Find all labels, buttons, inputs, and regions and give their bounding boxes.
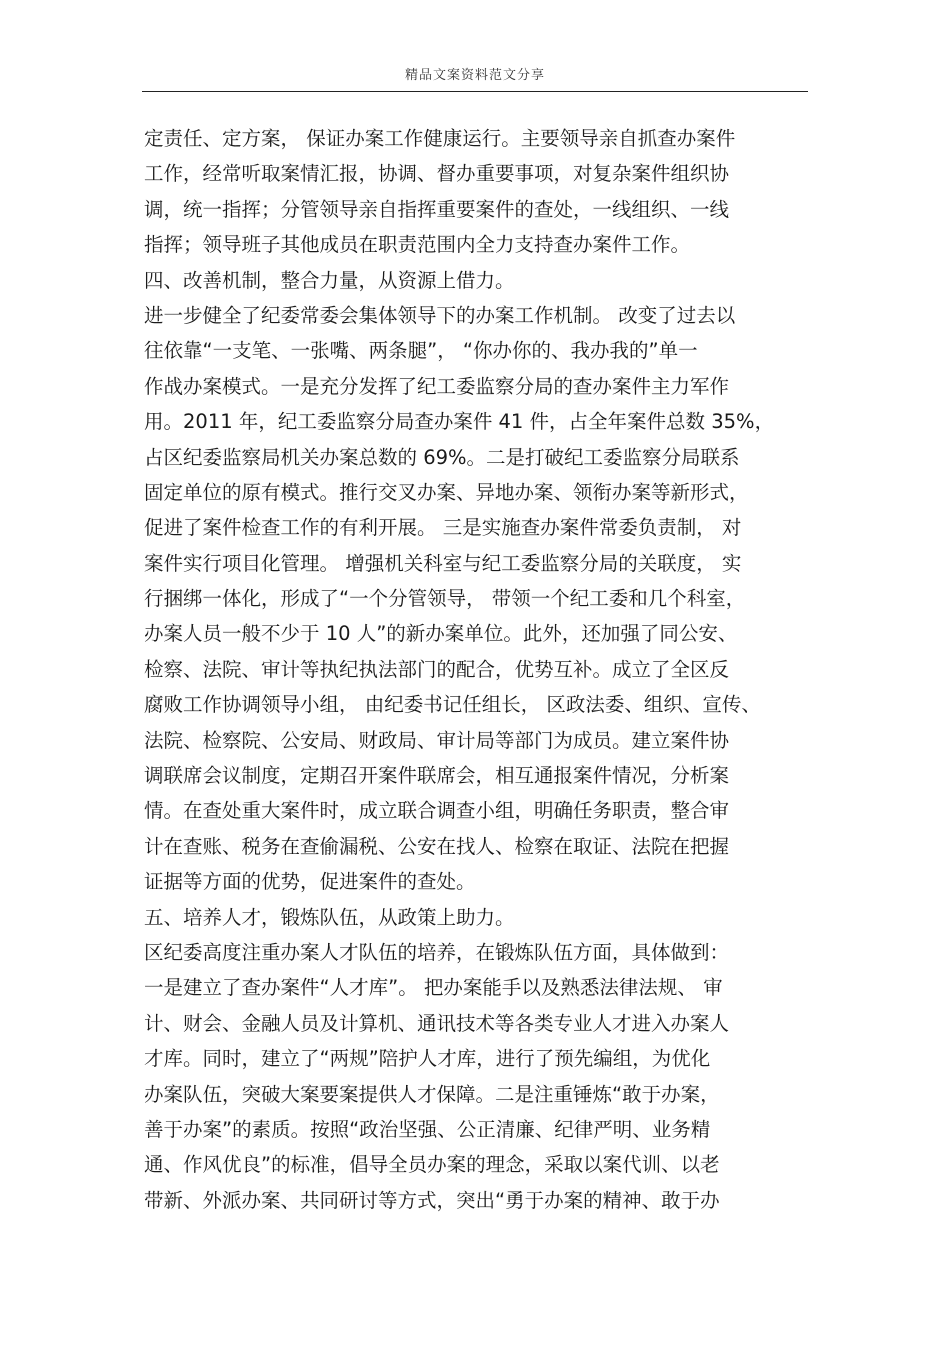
text-line: 指挥；领导班子其他成员在职责范围内全力支持查办案件工作。 <box>144 233 691 257</box>
text-line: 区纪委高度注重办案人才队伍的培养，在锻炼队伍方面，具体做到： <box>144 940 730 964</box>
text-line: 办案人员一般不少于 10 人”的新办案单位。此外，还加强了同公安、 <box>144 622 738 646</box>
page-header: 精品文案资料范文分享 <box>404 68 545 83</box>
text-line: 检察、法院、审计等执纪执法部门的配合，优势互补。成立了全区反 <box>144 657 730 681</box>
text-line: 促进了案件检查工作的有利开展。 三是实施查办案件常委负责制， 对 <box>144 516 742 540</box>
text-line: 办案队伍，突破大案要案提供人才保障。二是注重锤炼“敢于办案， <box>144 1082 720 1106</box>
document-body <box>144 121 810 1218</box>
text-line: 工作，经常听取案情汇报，协调、督办重要事项，对复杂案件组织协 <box>144 162 730 186</box>
text-line: 固定单位的原有模式。推行交叉办案、异地办案、领衔办案等新形式， <box>144 480 749 504</box>
text-line: 法院、检察院、公安局、财政局、审计局等部门为成员。建立案件协 <box>144 728 730 752</box>
header-divider <box>142 91 808 92</box>
text-line: 腐败工作协调领导小组， 由纪委书记任组长， 区政法委、组织、宣传、 <box>144 693 761 717</box>
text-line: 调，统一指挥；分管领导亲自指挥重要案件的查处，一线组织、一线 <box>144 197 730 221</box>
text-line: 证据等方面的优势，促进案件的查处。 <box>144 870 476 894</box>
text-line: 定责任、定方案， 保证办案工作健康运行。主要领导亲自抓查办案件 <box>144 127 736 150</box>
text-line: 计在查账、税务在查偷漏税、公安在找人、检察在取证、法院在把握 <box>144 834 730 858</box>
text-line: 计、财会、金融人员及计算机、通讯技术等各类专业人才进入办案人 <box>144 1011 730 1035</box>
section-heading: 四、改善机制，整合力量，从资源上借力。 <box>144 268 515 292</box>
text-line: 占区纪委监察局机关办案总数的 69%。二是打破纪工委监察分局联系 <box>144 445 740 469</box>
text-line: 进一步健全了纪委常委会集体领导下的办案工作机制。 改变了过去以 <box>144 303 736 327</box>
text-line: 带新、外派办案、共同研讨等方式，突出“勇于办案的精神、敢于办 <box>144 1188 720 1212</box>
text-line: 用。2011 年，纪工委监察分局查办案件 41 件，占全年案件总数 35%， <box>144 410 775 434</box>
text-line: 案件实行项目化管理。 增强机关科室与纪工委监察分局的关联度， 实 <box>144 551 742 575</box>
text-line: 才库。同时，建立了“两规”陪护人才库，进行了预先编组，为优化 <box>144 1047 711 1071</box>
text-line: 行捆绑一体化，形成了“一个分管领导， 带领一个纪工委和几个科室， <box>144 587 746 611</box>
text-line: 往依靠“一支笔、一张嘴、两条腿”， “你办你的、我办我的”单一 <box>144 339 698 363</box>
text-line: 善于办案”的素质。按照“政治坚强、公正清廉、纪律严明、业务精 <box>144 1117 711 1141</box>
text-line: 情。在查处重大案件时，成立联合调查小组，明确任务职责，整合审 <box>144 799 730 823</box>
text-line: 调联席会议制度，定期召开案件联席会，相互通报案件情况，分析案 <box>144 764 730 788</box>
text-line: 一是建立了查办案件“人才库”。 把办案能手以及熟悉法律法规、 审 <box>144 976 723 1000</box>
text-line: 作战办案模式。一是充分发挥了纪工委监察分局的查办案件主力军作 <box>144 374 730 398</box>
section-heading: 五、培养人才，锻炼队伍，从政策上助力。 <box>144 905 515 929</box>
text-line: 通、作风优良”的标准，倡导全员办案的理念，采取以案代训、以老 <box>144 1153 720 1177</box>
